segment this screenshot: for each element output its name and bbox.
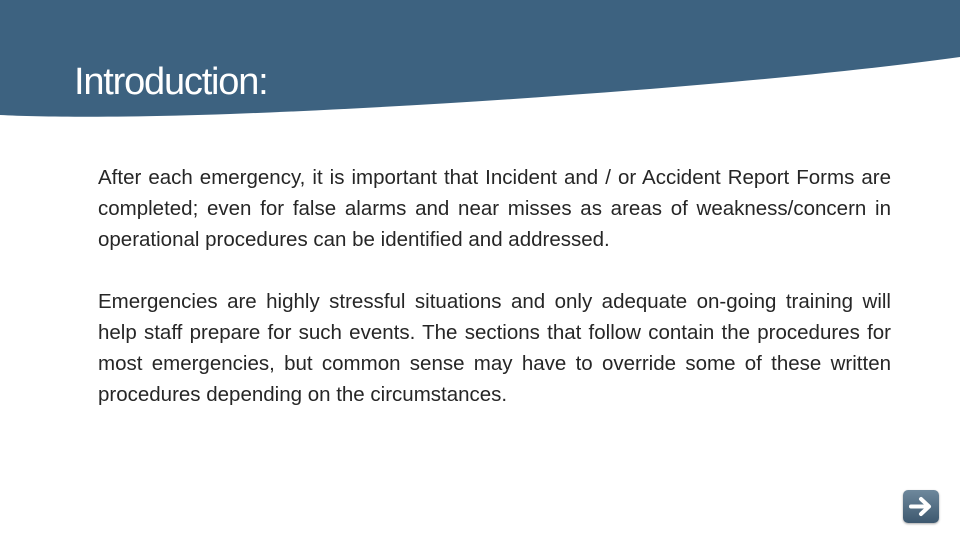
next-slide-button[interactable]	[903, 490, 939, 523]
slide-title: Introduction:	[74, 61, 268, 103]
arrow-right-icon	[903, 490, 939, 523]
paragraph-emergency-training: Emergencies are highly stressful situations and only adequate on-going training will help staff prepare for such events. The sections that follow contain the procedures for most emergencies, but common sense may have to override some of these written procedures depending on the circumstances.	[98, 290, 891, 406]
content-body	[98, 162, 891, 410]
paragraph-incident-reports: After each emergency, it is important that Incident and / or Accident Report Forms are completed; even for false alarms and near misses as areas of weakness/concern in operational procedures can be identified and addressed.	[98, 166, 891, 251]
